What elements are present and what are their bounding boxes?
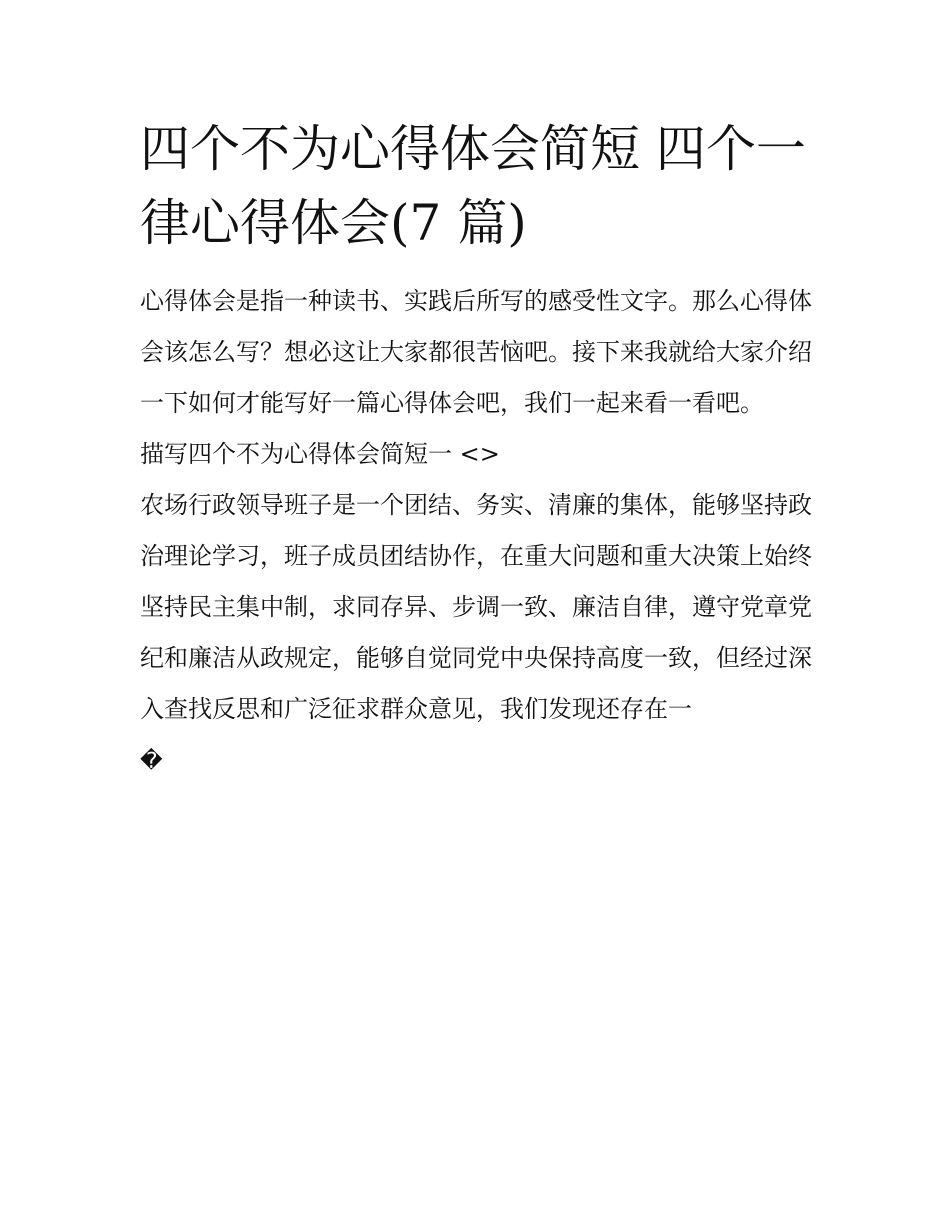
replacement-glyph: � [140, 749, 163, 774]
document-title: 四个不为心得体会简短 四个一律心得体会(7 篇) [140, 120, 806, 252]
section-body-text: 农场行政领导班子是一个团结、务实、清廉的集体，能够坚持政治理论学习，班子成员团结协作，在重大问题和重大决策上始终坚持民主集中制，求同存异、步调一致、廉洁自律，遵守党章党纪和廉洁从政规定，能够自觉同党中央保持高度一致，但经过深入查找反思和广泛征求群众意见，我们发现还存在一 [140, 491, 812, 723]
section-body-paragraph [140, 480, 812, 787]
intro-paragraph: 心得体会是指一种读书、实践后所写的感受性文字。那么心得体会该怎么写？想必这让大家都很苦恼吧。接下来我就给大家介绍一下如何才能写好一篇心得体会吧，我们一起来看一看吧。 [140, 287, 812, 417]
document-content [140, 112, 812, 787]
section-heading: 描写四个不为心得体会简短一 <> [140, 440, 500, 468]
